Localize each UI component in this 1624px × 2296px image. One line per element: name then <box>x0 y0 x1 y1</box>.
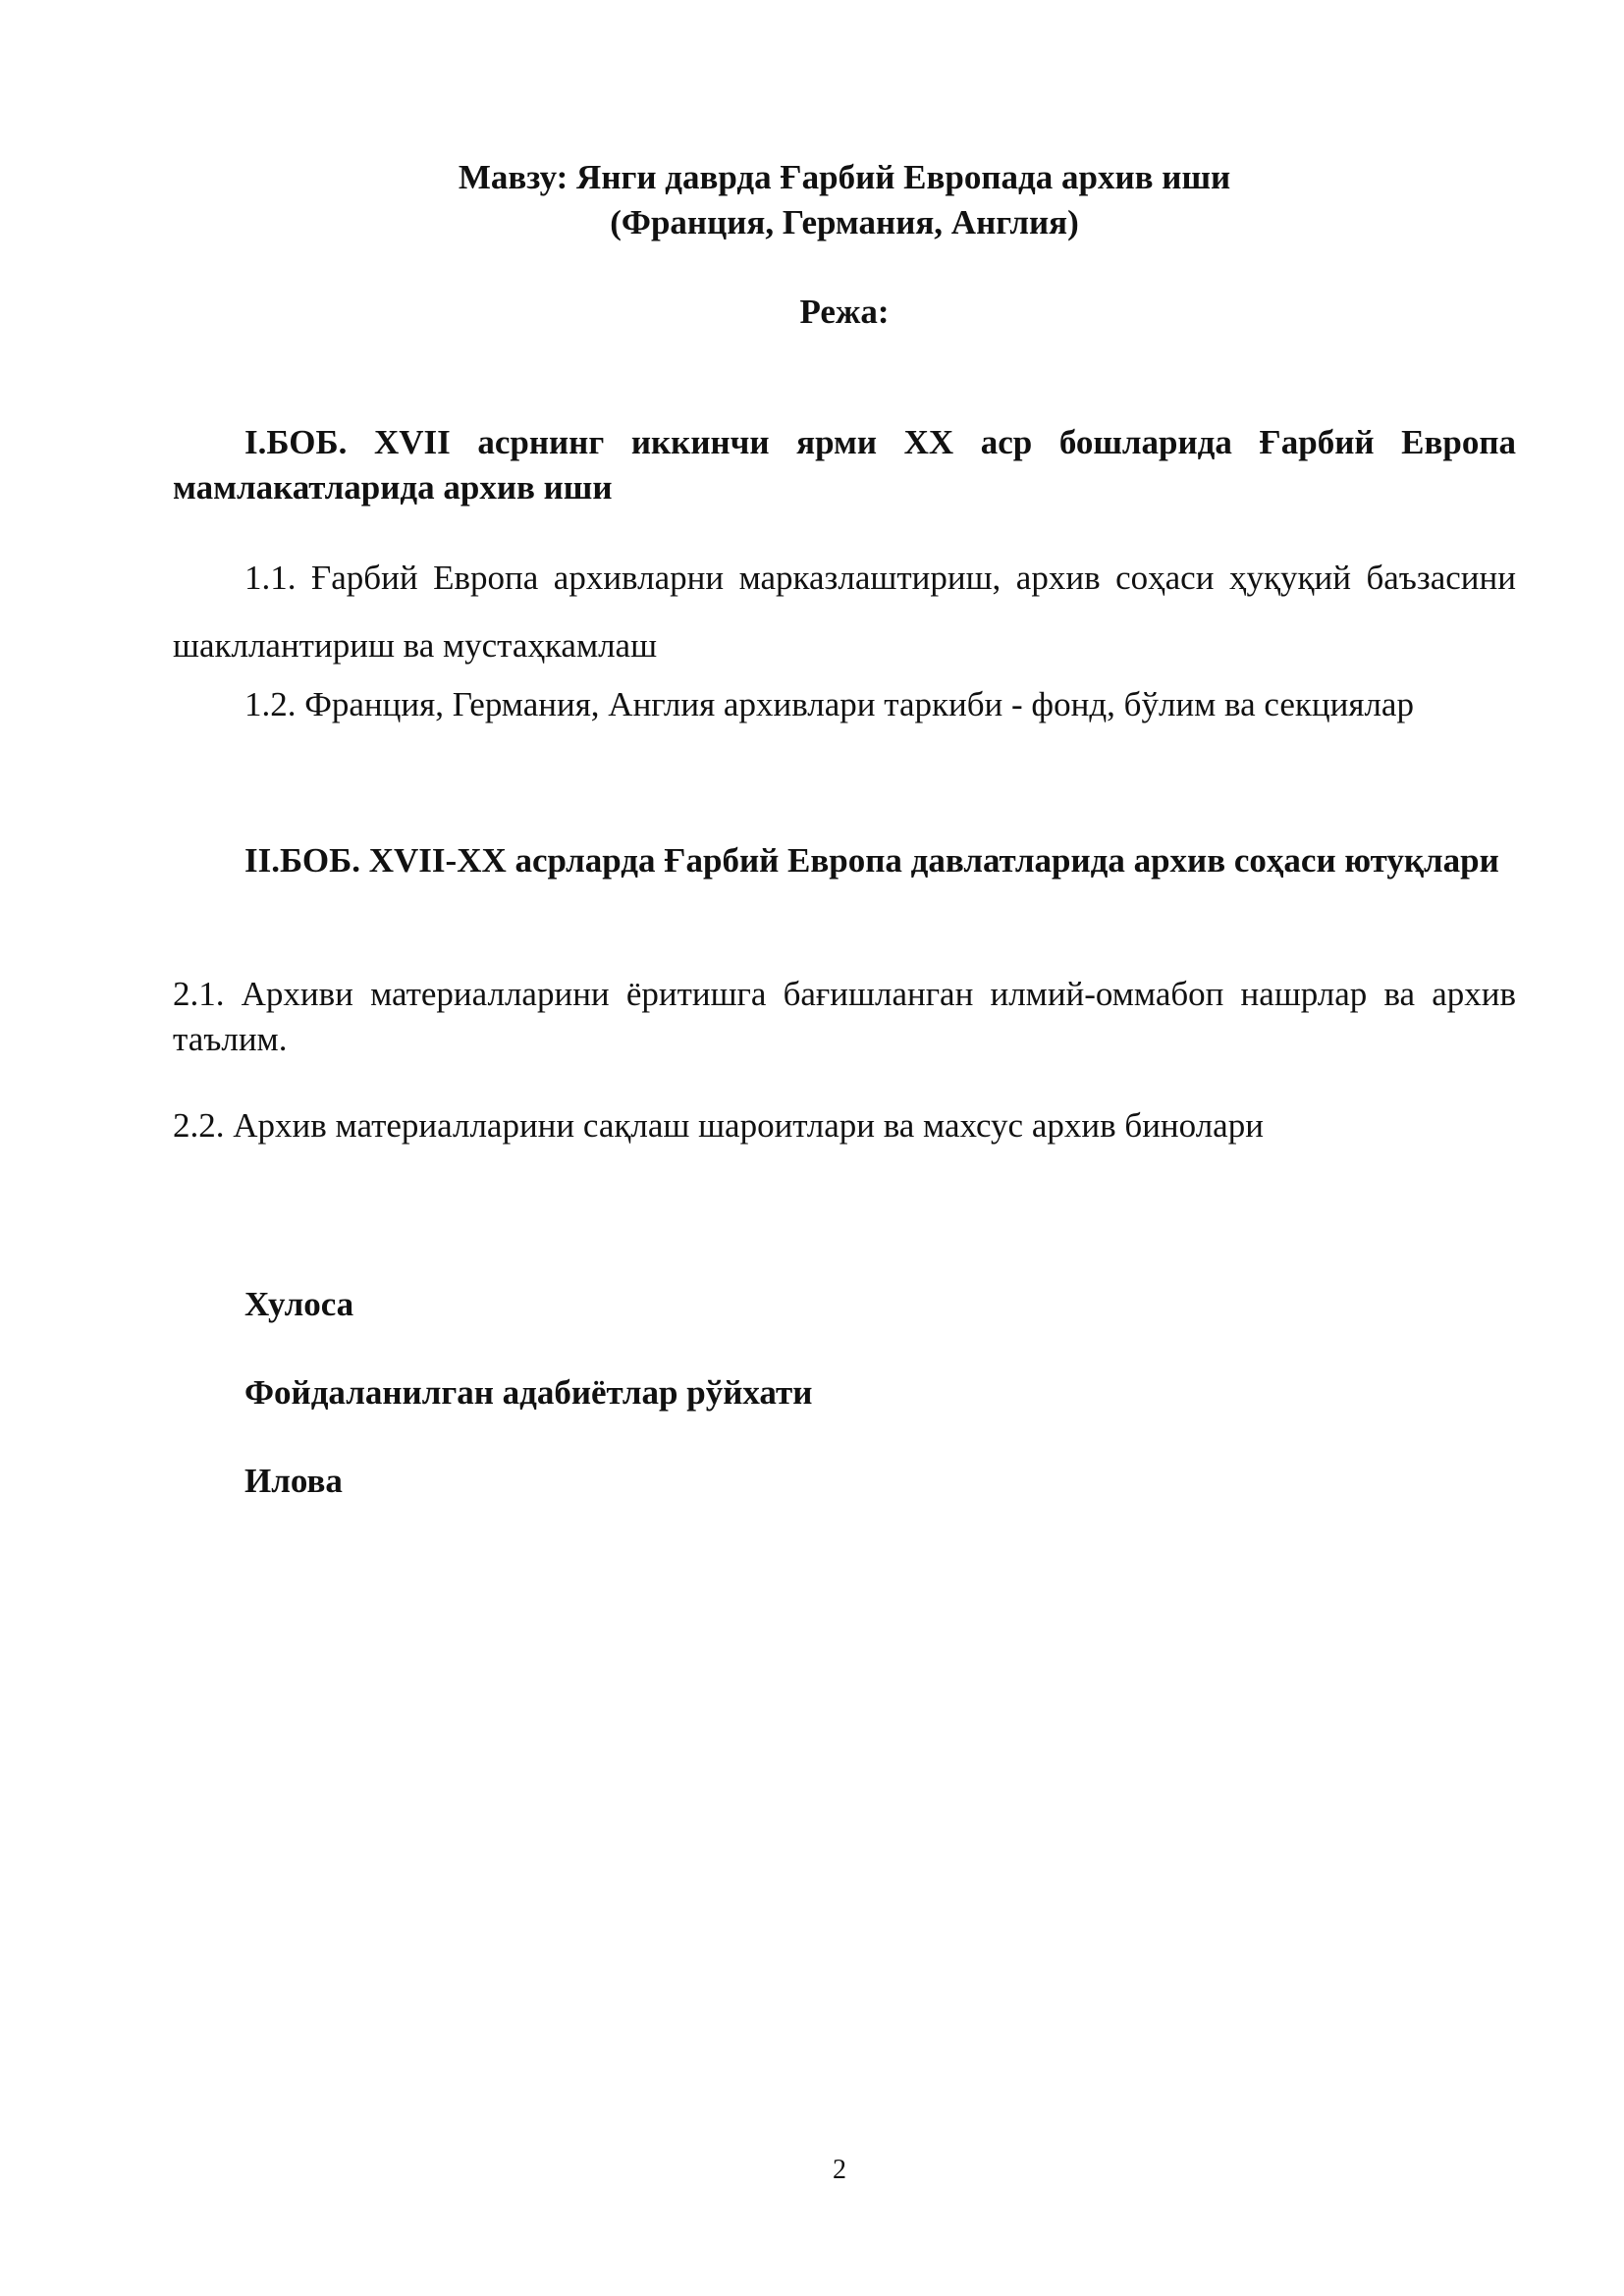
conclusion-heading: Хулоса <box>244 1285 354 1323</box>
appendix-heading: Илова <box>244 1462 343 1500</box>
document-title-line-1: Мавзу: Янги даврда Ғарбий Европада архив иши <box>458 158 1231 196</box>
chapter2-section1: 2.1. Архиви материалларини ёритишга бағишланган илмий-оммабоп нашрлар ва архив таълим. <box>173 975 1516 1058</box>
chapter2-section2: 2.2. Архив материалларини сақлаш шароитлари ва махсус архив бинолари <box>173 1106 1264 1145</box>
page-number: 2 <box>833 2155 846 2185</box>
chapter1-section1: 1.1. Ғарбий Европа архивларни марказлаштириш, архив соҳаси ҳуқуқий баъзасини шакллантириш ва мустаҳкамлаш <box>173 559 1516 665</box>
document-title-line-2: (Франция, Германия, Англия) <box>610 203 1079 241</box>
chapter1-section2: 1.2. Франция, Германия, Англия архивлари таркиби - фонд, бўлим ва секциялар <box>244 685 1414 723</box>
chapter2-heading: II.БОБ. XVII-XX асрларда Ғарбий Европа давлатларида архив соҳаси ютуқлари <box>244 841 1499 880</box>
references-heading: Фойдаланилган адабиётлар рўйхати <box>244 1373 813 1412</box>
chapter1-heading: I.БОБ. XVII асрнинг иккинчи ярми XX аср бошларида Ғарбий Европа мамлакатларида архив иши <box>173 423 1516 507</box>
plan-heading: Режа: <box>799 293 890 331</box>
